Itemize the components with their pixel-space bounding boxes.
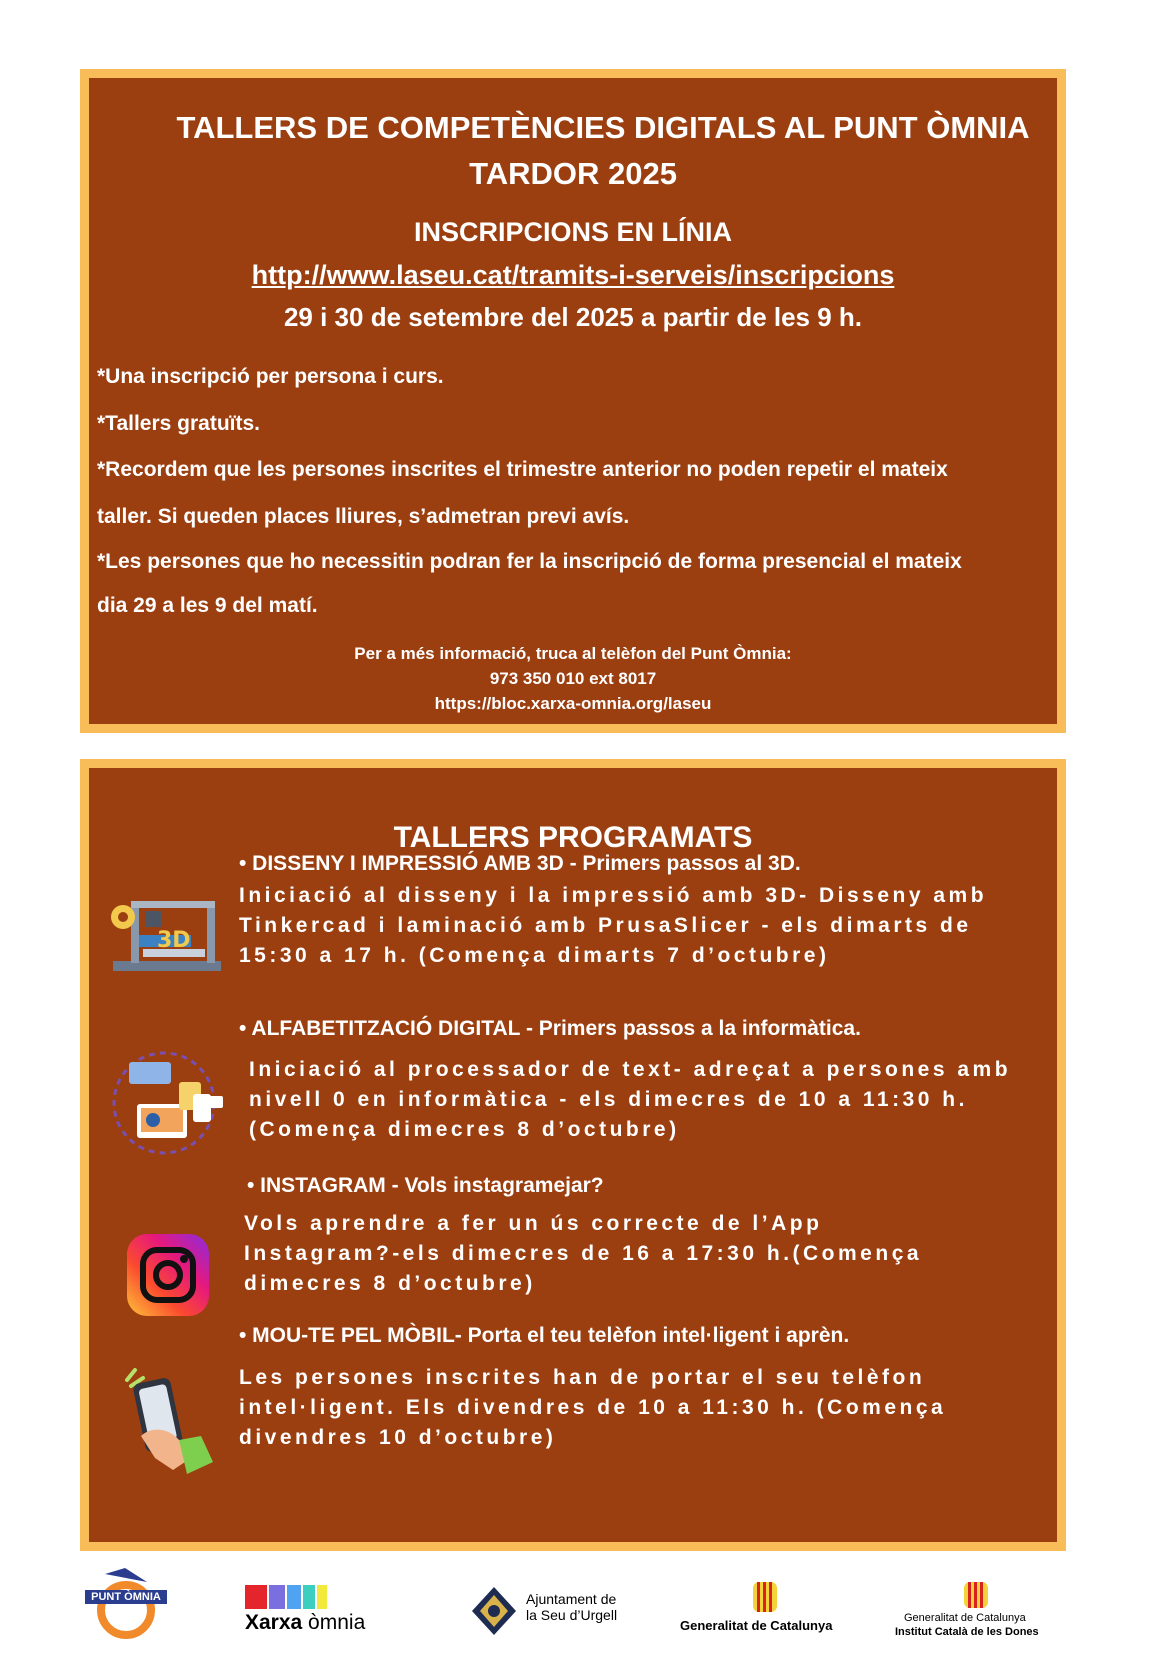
icd-line2: Institut Català de les Dones	[895, 1626, 1039, 1638]
computer-literacy-icon	[109, 1048, 229, 1158]
note-line: dia 29 a les 9 del matí.	[97, 594, 318, 617]
workshop-desc-line: intel·ligent. Els divendres de 10 a 11:30 h. (Comença	[239, 1396, 947, 1419]
page-title-line2: TARDOR 2025	[469, 156, 677, 191]
senyera-icon	[964, 1582, 988, 1608]
omnia-label: òmnia	[302, 1611, 366, 1634]
registration-subtitle: INSCRIPCIONS EN LÍNIA	[413, 217, 733, 247]
smartphone-hand-icon	[121, 1366, 221, 1481]
coat-of-arms-icon	[470, 1585, 518, 1637]
page-title-line1: TALLERS DE COMPETÈNCIES DIGITALS AL PUNT ÒMNIA	[176, 110, 1030, 145]
workshop-desc-line: divendres 10 d’octubre)	[239, 1426, 557, 1449]
workshop-desc-line: Instagram?-els dimecres de 16 a 17:30 h.(Comença	[244, 1242, 923, 1265]
workshop-desc-line: Iniciació al processador de text- adreçat a persones amb	[249, 1058, 1012, 1081]
ajuntament-line2: la Seu d’Urgell	[526, 1607, 618, 1623]
generalitat-label: Generalitat de Catalunya	[680, 1618, 833, 1633]
icd-line1: Generalitat de Catalunya	[904, 1612, 1026, 1624]
workshop-title: • ALFABETITZACIÓ DIGITAL - Primers passos a la informàtica.	[239, 1017, 861, 1040]
workshop-title: • DISSENY I IMPRESSIÓ AMB 3D - Primers passos al 3D.	[239, 852, 801, 875]
note-line: taller. Si queden places lliures, s’admetran previ avís.	[97, 505, 630, 528]
info-phone: 973 350 010 ext 8017	[489, 669, 657, 688]
3d-printer-icon	[109, 883, 224, 978]
note-line: *Una inscripció per persona i curs.	[97, 365, 444, 388]
svg-text:3D: 3D	[157, 928, 191, 953]
note-line: *Tallers gratuïts.	[97, 412, 260, 435]
registration-panel	[80, 69, 1066, 733]
workshop-desc-line: Vols aprendre a fer un ús correcte de l’App	[244, 1212, 823, 1235]
instagram-icon	[125, 1232, 211, 1318]
xarxa-label: Xarxa	[245, 1611, 303, 1634]
registration-dates: 29 i 30 de setembre del 2025 a partir de les 9 h.	[283, 302, 863, 332]
workshop-title: • MOU-TE PEL MÒBIL- Porta el teu telèfon intel·ligent i aprèn.	[239, 1324, 850, 1347]
workshop-title: • INSTAGRAM - Vols instagramejar?	[247, 1174, 604, 1197]
punt-omnia-label: PUNT ÒMNIA	[85, 1590, 167, 1604]
info-link[interactable]: https://bloc.xarxa-omnia.org/laseu	[434, 694, 712, 713]
programs-panel	[80, 759, 1066, 1551]
punt-omnia-logo	[85, 1566, 167, 1640]
workshop-desc-line: (Comença dimecres 8 d’octubre)	[249, 1118, 680, 1141]
workshop-desc-line: Les persones inscrites han de portar el seu telèfon	[239, 1366, 926, 1389]
registration-link[interactable]: http://www.laseu.cat/tramits-i-serveis/inscripcions	[251, 260, 895, 290]
workshop-desc-line: 15:30 a 17 h. (Comença dimarts 7 d’octubre)	[239, 944, 830, 967]
workshop-desc-line: dimecres 8 d’octubre)	[244, 1272, 536, 1295]
note-line: *Les persones que ho necessitin podran fer la inscripció de forma presencial el mateix	[97, 550, 962, 573]
ajuntament-line1: Ajuntament de	[526, 1591, 617, 1607]
info-text: Per a més informació, truca al telèfon del Punt Òmnia:	[354, 644, 792, 663]
institut-catala-dones-logo	[895, 1582, 1065, 1642]
ajuntament-logo	[470, 1585, 640, 1641]
xarxa-omnia-logo	[245, 1585, 405, 1635]
senyera-icon	[753, 1582, 777, 1612]
workshop-desc-line: nivell 0 en informàtica - els dimecres de 10 a 11:30 h.	[249, 1088, 968, 1111]
note-line: *Recordem que les persones inscrites el trimestre anterior no poden repetir el mateix	[97, 458, 948, 481]
programs-title: TALLERS PROGRAMATS	[393, 821, 753, 854]
workshop-desc-line: Iniciació al disseny i la impressió amb 3D- Disseny amb	[239, 884, 988, 907]
workshop-desc-line: Tinkercad i laminació amb PrusaSlicer - els dimarts de	[239, 914, 972, 937]
generalitat-logo	[680, 1582, 850, 1638]
